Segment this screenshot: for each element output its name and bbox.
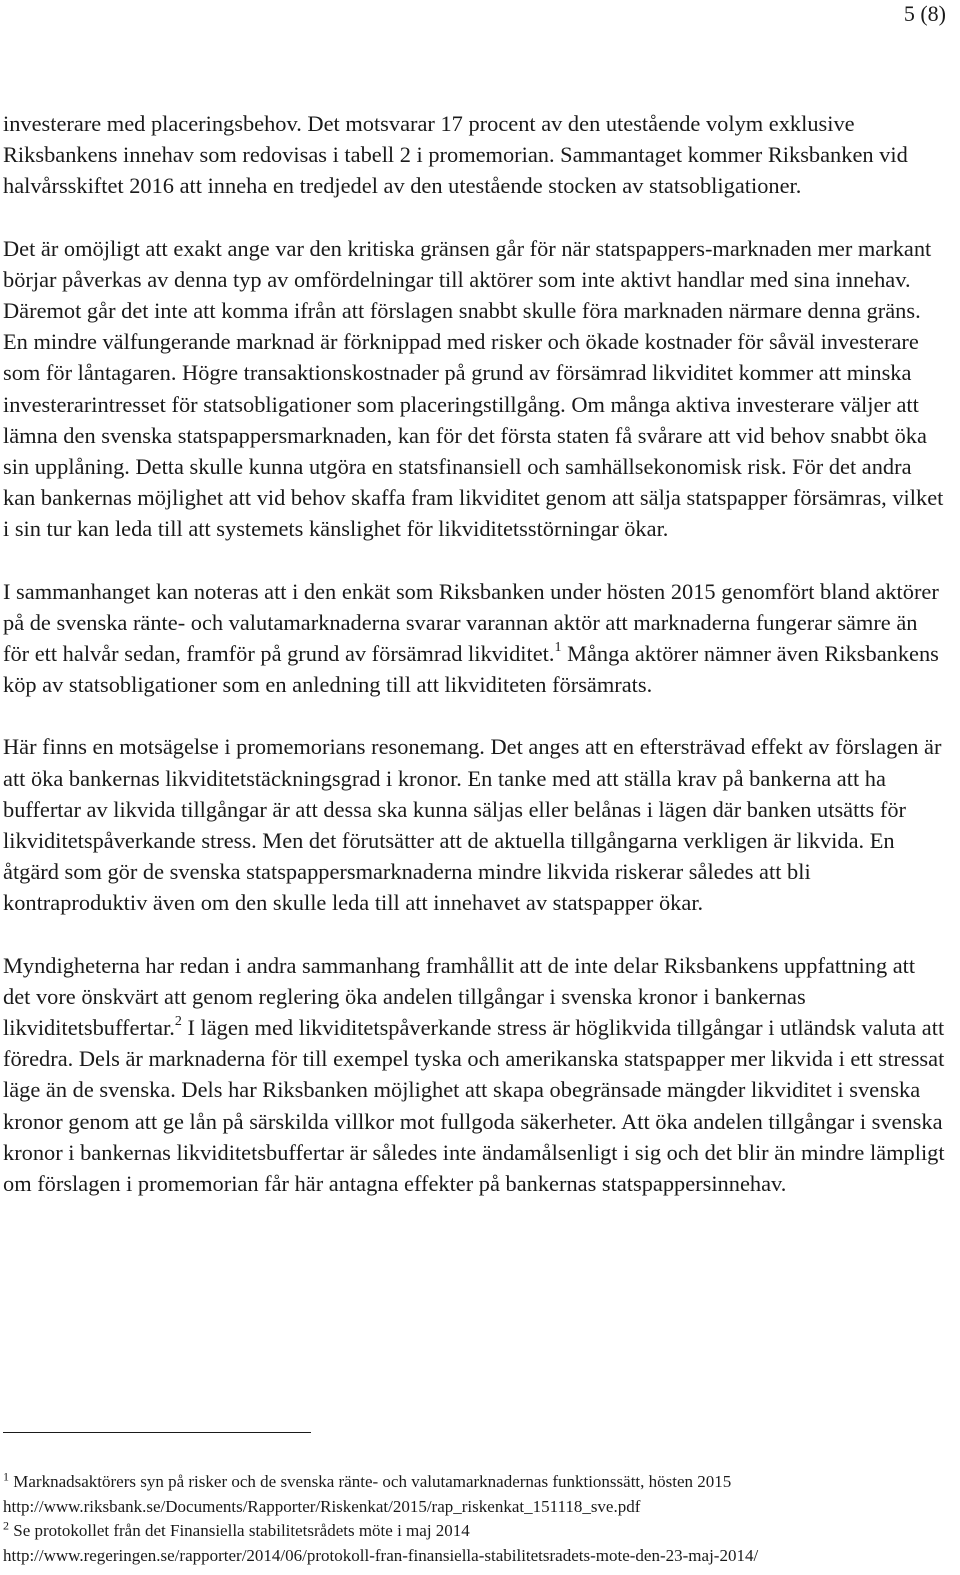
footnote-1-link[interactable]: http://www.riksbank.se/Documents/Rapporter/Riskenkat/2015/rap_riskenkat_151118_sve.pdf bbox=[3, 1496, 641, 1516]
footnote-ref-2[interactable]: 2 bbox=[174, 1013, 182, 1029]
footnote-1 bbox=[3, 1470, 958, 1495]
page-number: 5 (8) bbox=[903, 1, 946, 26]
paragraph-3-text-before: I sammanhanget kan noteras att i den enkät som Riksbanken under hösten 2015 genomfört bland aktörer på de svenska ränte- och valutamarknaderna svarar varannan aktör att marknaderna fungerar sämre än för ett halvår sedan, framför på grund av försämrad likviditet. bbox=[3, 578, 939, 667]
paragraph-1: investerare med placeringsbehov. Det motsvarar 17 procent av den utestående volym exklusive Riksbankens innehav som redovisas i tabell 2 i promemorian. Sammantaget kommer Riksbanken vid halvårsskiftet 2016 att inneha en tredjedel av den utestående stocken av statsobligationer. bbox=[3, 111, 908, 199]
paragraph-4: Här finns en motsägelse i promemorians resonemang. Det anges att en eftersträvad effekt av förslagen är att öka bankernas likviditetstäckningsgrad i kronor. En tanke med att ställa krav på bankerna att ha buffertar av likvida tillgångar är att dessa ska kunna säljas eller belånas i lägen där banken utsätts för likviditetspåverkande stress. Men det förutsätter att de aktuella tillgångarna verkligen är likvida. En åtgärd som gör de svenska statspappersmarknaderna mindre likvida riskerar således att bli kontraproduktiv även om den skulle leda till att innehavet av statspapper ökar. bbox=[3, 734, 942, 916]
paragraph-3 bbox=[3, 576, 948, 701]
paragraph-2: Det är omöjligt att exakt ange var den kritiska gränsen går för när statspappers-marknaden mer markant börjar påverkas av denna typ av omfördelningar till aktörer som inte aktivt handlar med sina innehav. Däremot går det inte att komma ifrån att förslagen snabbt skulle föra marknaden närmare denna gräns. En mindre välfungerande marknad är förknippad med risker och ökade kostnader för såväl investerare som för låntagaren. Högre transaktionskostnader på grund av försämrad likviditet kommer att minska investerarintresset för statsobligationer som placeringstillgång. Om många aktiva investerare väljer att lämna den svenska statspappersmarknaden, kan för det första staten få svårare att vid behov snabbt öka sin upplåning. Detta skulle kunna utgöra en statsfinansiell och samhällsekonomisk risk. För det andra kan bankernas möjlighet att vid behov skaffa fram likviditet genom att sälja statspapper försämras, vilket i sin tur kan leda till att systemets känslighet för likviditetsstörningar ökar. bbox=[3, 235, 944, 542]
footnotes bbox=[3, 1470, 958, 1568]
footnote-2-text: Se protokollet från det Finansiella stabilitetsrådets möte i maj 2014 bbox=[9, 1521, 470, 1540]
paragraph-5-text-after: I lägen med likviditetspåverkande stress är höglikvida tillgångar i utländsk valuta att föredra. Dels är marknaderna för till exempel tyska och amerikanska statspapper mer likvida i ett stressat läge än de svenska. Dels har Riksbanken möjlighet att skapa obegränsade mängder likviditet i svenska kronor genom att ge lån på särskilda villkor mot fullgoda säkerheter. Att öka andelen tillgångar i svenska kronor i bankernas likviditetsbuffertar är således inte ändamålsenligt i sig och det blir än mindre lämpligt om förslagen i promemorian får här antagna effekter på bankernas statspappersinnehav. bbox=[3, 1015, 945, 1197]
footnote-2 bbox=[3, 1519, 958, 1544]
footnote-separator bbox=[3, 1432, 311, 1433]
body-text bbox=[3, 108, 948, 1230]
footnote-2-marker: 2 bbox=[3, 1518, 9, 1533]
footnote-1-marker: 1 bbox=[3, 1469, 9, 1484]
paragraph-5-text-before: Myndigheterna har redan i andra sammanhang framhållit att de inte delar Riksbankens uppfattning att det vore önskvärt att genom reglering öka andelen tillgångar i svenska kronor i bankernas likviditetsbuffertar. bbox=[3, 952, 916, 1041]
paragraph-3-text-after: Många aktörer nämner även Riksbankens köp av statsobligationer som en anledning till att likviditeten försämrats. bbox=[3, 641, 939, 698]
footnote-1-text: Marknadsaktörers syn på risker och de svenska ränte- och valutamarknadernas funktionssätt, hösten 2015 bbox=[9, 1472, 732, 1491]
footnote-2-link[interactable]: http://www.regeringen.se/rapporter/2014/06/protokoll-fran-finansiella-stabilitetsradets-mote-den-23-maj-2014/ bbox=[3, 1545, 759, 1565]
footnote-ref-1[interactable]: 1 bbox=[554, 639, 562, 655]
paragraph-5 bbox=[3, 950, 948, 1200]
